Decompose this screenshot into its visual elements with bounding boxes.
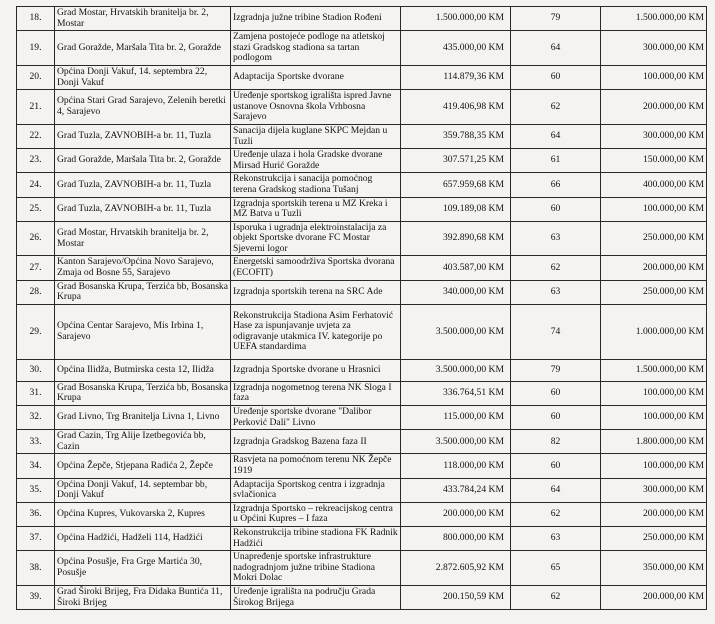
requested-amount-cell: 115.000,00 KM (401, 406, 511, 430)
row-number: 18. (17, 7, 55, 31)
row-number: 26. (17, 221, 55, 256)
row-number: 39. (17, 585, 55, 609)
approved-amount-cell: 1.500.000,00 KM (601, 7, 707, 31)
applicant-cell: Grad Goražde, Maršala Tita br. 2, Goražde (55, 31, 231, 66)
row-number: 20. (17, 65, 55, 89)
table-row (17, 280, 707, 304)
applicant-cell: Grad Tuzla, ZAVNOBIH-a br. 11, Tuzla (55, 173, 231, 197)
points-cell: 82 (511, 430, 601, 454)
table-row (17, 256, 707, 280)
project-cell: Izgradnja južne tribine Stadion Rođeni (231, 7, 401, 31)
applicant-cell: Općina Posušje, Fra Grge Martića 30, Posušje (55, 551, 231, 586)
requested-amount-cell: 3.500.000,00 KM (401, 359, 511, 381)
approved-amount-cell: 100.000,00 KM (601, 454, 707, 478)
project-cell: Rekonstrukcija Stadiona Asim Ferhatović Hase za ispunjavanje uvjeta za odigravanje utakmica IV. kategorije po UEFA standardima (231, 304, 401, 359)
requested-amount-cell: 403.587,00 KM (401, 256, 511, 280)
requested-amount-cell: 109.189,08 KM (401, 197, 511, 221)
project-cell: Izgradnja sportskih terena u MZ Kreka i MZ Batva u Tuzli (231, 197, 401, 221)
approved-amount-cell: 100.000,00 KM (601, 197, 707, 221)
approved-amount-cell: 1.000.000,00 KM (601, 304, 707, 359)
table-row (17, 478, 707, 502)
points-cell: 79 (511, 7, 601, 31)
project-cell: Rekonstrukcija tribine stadiona FK Radnik Hadžići (231, 526, 401, 550)
project-cell: Adaptacija Sportske dvorane (231, 65, 401, 89)
table-row (17, 359, 707, 381)
project-cell: Izgradnja nogometnog terena NK Sloga I faza (231, 381, 401, 405)
row-number: 33. (17, 430, 55, 454)
requested-amount-cell: 359.788,35 KM (401, 124, 511, 148)
table-row (17, 221, 707, 256)
requested-amount-cell: 800.000,00 KM (401, 526, 511, 550)
row-number: 22. (17, 124, 55, 148)
project-cell: Izgradnja Gradskog Bazena faza II (231, 430, 401, 454)
table-row (17, 31, 707, 66)
project-cell: Zamjena postojeće podloge na atletskoj stazi Gradskog stadiona sa tartan podlogom (231, 31, 401, 66)
project-cell: Uređenje sportske dvorane "Dalibor Perković Dali" Livno (231, 406, 401, 430)
points-cell: 62 (511, 90, 601, 125)
row-number: 37. (17, 526, 55, 550)
row-number: 28. (17, 280, 55, 304)
approved-amount-cell: 100.000,00 KM (601, 406, 707, 430)
approved-amount-cell: 200.000,00 KM (601, 502, 707, 526)
applicant-cell: Općina Donji Vakuf, 14. septembar bb, Donji Vakuf (55, 478, 231, 502)
requested-amount-cell: 1.500.000,00 KM (401, 7, 511, 31)
table-row (17, 551, 707, 586)
approved-amount-cell: 350.000,00 KM (601, 551, 707, 586)
requested-amount-cell: 340.000,00 KM (401, 280, 511, 304)
approved-amount-cell: 300.000,00 KM (601, 478, 707, 502)
requested-amount-cell: 3.500.000,00 KM (401, 304, 511, 359)
points-cell: 63 (511, 280, 601, 304)
approved-amount-cell: 300.000,00 KM (601, 124, 707, 148)
requested-amount-cell: 419.406,98 KM (401, 90, 511, 125)
requested-amount-cell: 114.879,36 KM (401, 65, 511, 89)
table-row (17, 526, 707, 550)
applicant-cell: Grad Livno, Trg Branitelja Livna 1, Livno (55, 406, 231, 430)
applicant-cell: Općina Stari Grad Sarajevo, Zelenih beretki 4, Sarajevo (55, 90, 231, 125)
points-cell: 60 (511, 454, 601, 478)
row-number: 36. (17, 502, 55, 526)
applicant-cell: Grad Tuzla, ZAVNOBIH-a br. 11, Tuzla (55, 197, 231, 221)
requested-amount-cell: 200.000,00 KM (401, 502, 511, 526)
row-number: 24. (17, 173, 55, 197)
points-cell: 65 (511, 551, 601, 586)
points-cell: 74 (511, 304, 601, 359)
points-cell: 64 (511, 124, 601, 148)
points-cell: 60 (511, 406, 601, 430)
approved-amount-cell: 200.000,00 KM (601, 256, 707, 280)
approved-amount-cell: 200.000,00 KM (601, 585, 707, 609)
approved-amount-cell: 300.000,00 KM (601, 31, 707, 66)
points-cell: 66 (511, 173, 601, 197)
approved-amount-cell: 200.000,00 KM (601, 90, 707, 125)
points-cell: 62 (511, 256, 601, 280)
project-cell: Adaptacija Sportskog centra i izgradnja svlačionica (231, 478, 401, 502)
table-row (17, 381, 707, 405)
row-number: 23. (17, 149, 55, 173)
approved-amount-cell: 100.000,00 KM (601, 381, 707, 405)
project-cell: Izgradnja Sportske dvorane u Hrasnici (231, 359, 401, 381)
table-row (17, 65, 707, 89)
table-row (17, 502, 707, 526)
points-cell: 63 (511, 221, 601, 256)
row-number: 19. (17, 31, 55, 66)
table-row (17, 454, 707, 478)
grants-table (16, 6, 707, 610)
row-number: 32. (17, 406, 55, 430)
applicant-cell: Grad Bosanska Krupa, Terzića bb, Bosanska Krupa (55, 381, 231, 405)
approved-amount-cell: 150.000,00 KM (601, 149, 707, 173)
row-number: 35. (17, 478, 55, 502)
table-row (17, 304, 707, 359)
applicant-cell: Općina Centar Sarajevo, Mis Irbina 1, Sarajevo (55, 304, 231, 359)
project-cell: Rasvjeta na pomoćnom terenu NK Žepče 1919 (231, 454, 401, 478)
project-cell: Uređenje ulaza i hola Gradske dvorane Mirsad Hurić Goražde (231, 149, 401, 173)
points-cell: 79 (511, 359, 601, 381)
requested-amount-cell: 392.890,68 KM (401, 221, 511, 256)
row-number: 29. (17, 304, 55, 359)
points-cell: 60 (511, 381, 601, 405)
approved-amount-cell: 250.000,00 KM (601, 280, 707, 304)
approved-amount-cell: 1.500.000,00 KM (601, 359, 707, 381)
table-row (17, 173, 707, 197)
project-cell: Rekonstrukcija i sanacija pomoćnog terena Gradskog stadiona Tušanj (231, 173, 401, 197)
table-row (17, 585, 707, 609)
row-number: 25. (17, 197, 55, 221)
row-number: 38. (17, 551, 55, 586)
project-cell: Izgradnja Sportsko – rekreacijskog centra u Općini Kupres – I faza (231, 502, 401, 526)
requested-amount-cell: 435.000,00 KM (401, 31, 511, 66)
project-cell: Energetski samoodrživa Sportska dvorana (ECOFIT) (231, 256, 401, 280)
approved-amount-cell: 1.800.000,00 KM (601, 430, 707, 454)
points-cell: 61 (511, 149, 601, 173)
approved-amount-cell: 250.000,00 KM (601, 526, 707, 550)
project-cell: Uređenje sportskog igrališta ispred Javne ustanove Osnovna škola Vrhbosna Sarajevo (231, 90, 401, 125)
applicant-cell: Grad Tuzla, ZAVNOBIH-a br. 11, Tuzla (55, 124, 231, 148)
project-cell: Sanacija dijela kuglane SKPC Mejdan u Tuzli (231, 124, 401, 148)
grants-table-body (17, 7, 707, 610)
points-cell: 62 (511, 502, 601, 526)
table-row (17, 197, 707, 221)
applicant-cell: Kanton Sarajevo/Općina Novo Sarajevo, Zmaja od Bosne 55, Sarajevo (55, 256, 231, 280)
requested-amount-cell: 200.150,59 KM (401, 585, 511, 609)
applicant-cell: Općina Kupres, Vukovarska 2, Kupres (55, 502, 231, 526)
row-number: 34. (17, 454, 55, 478)
applicant-cell: Grad Mostar, Hrvatskih branitelja br. 2, Mostar (55, 221, 231, 256)
project-cell: Unapređenje sportske infrastrukture nadogradnjom južne tribine Stadiona Mokri Dolac (231, 551, 401, 586)
table-row (17, 90, 707, 125)
project-cell: Izgradnja sportskih terena na SRC Ade (231, 280, 401, 304)
approved-amount-cell: 250.000,00 KM (601, 221, 707, 256)
applicant-cell: Općina Žepče, Stjepana Radića 2, Žepče (55, 454, 231, 478)
requested-amount-cell: 118.000,00 KM (401, 454, 511, 478)
applicant-cell: Općina Ilidža, Butmirska cesta 12, Ilidža (55, 359, 231, 381)
approved-amount-cell: 100.000,00 KM (601, 65, 707, 89)
requested-amount-cell: 2.872.605,92 KM (401, 551, 511, 586)
requested-amount-cell: 307.571,25 KM (401, 149, 511, 173)
applicant-cell: Općina Donji Vakuf, 14. septembra 22, Donji Vakuf (55, 65, 231, 89)
table-row (17, 124, 707, 148)
applicant-cell: Grad Mostar, Hrvatskih branitelja br. 2, Mostar (55, 7, 231, 31)
table-row (17, 149, 707, 173)
row-number: 31. (17, 381, 55, 405)
requested-amount-cell: 433.784,24 KM (401, 478, 511, 502)
row-number: 30. (17, 359, 55, 381)
points-cell: 63 (511, 526, 601, 550)
applicant-cell: Grad Goražde, Maršala Tita br. 2, Goražde (55, 149, 231, 173)
applicant-cell: Grad Cazin, Trg Alije Izetbegovića bb, Cazin (55, 430, 231, 454)
project-cell: Uređenje igrališta na području Grada Širokog Brijega (231, 585, 401, 609)
applicant-cell: Općina Hadžići, Hadželi 114, Hadžići (55, 526, 231, 550)
table-row (17, 430, 707, 454)
requested-amount-cell: 657.959,68 KM (401, 173, 511, 197)
approved-amount-cell: 400.000,00 KM (601, 173, 707, 197)
project-cell: Isporuka i ugradnja elektroinstalacija za objekt Sportske dvorane FC Mostar Sjeverni logor (231, 221, 401, 256)
row-number: 21. (17, 90, 55, 125)
points-cell: 64 (511, 478, 601, 502)
row-number: 27. (17, 256, 55, 280)
table-row (17, 7, 707, 31)
applicant-cell: Grad Bosanska Krupa, Terzića bb, Bosanska Krupa (55, 280, 231, 304)
points-cell: 60 (511, 197, 601, 221)
points-cell: 60 (511, 65, 601, 89)
requested-amount-cell: 3.500.000,00 KM (401, 430, 511, 454)
points-cell: 64 (511, 31, 601, 66)
points-cell: 62 (511, 585, 601, 609)
requested-amount-cell: 336.764,51 KM (401, 381, 511, 405)
applicant-cell: Grad Široki Brijeg, Fra Didaka Buntića 11, Široki Brijeg (55, 585, 231, 609)
table-row (17, 406, 707, 430)
